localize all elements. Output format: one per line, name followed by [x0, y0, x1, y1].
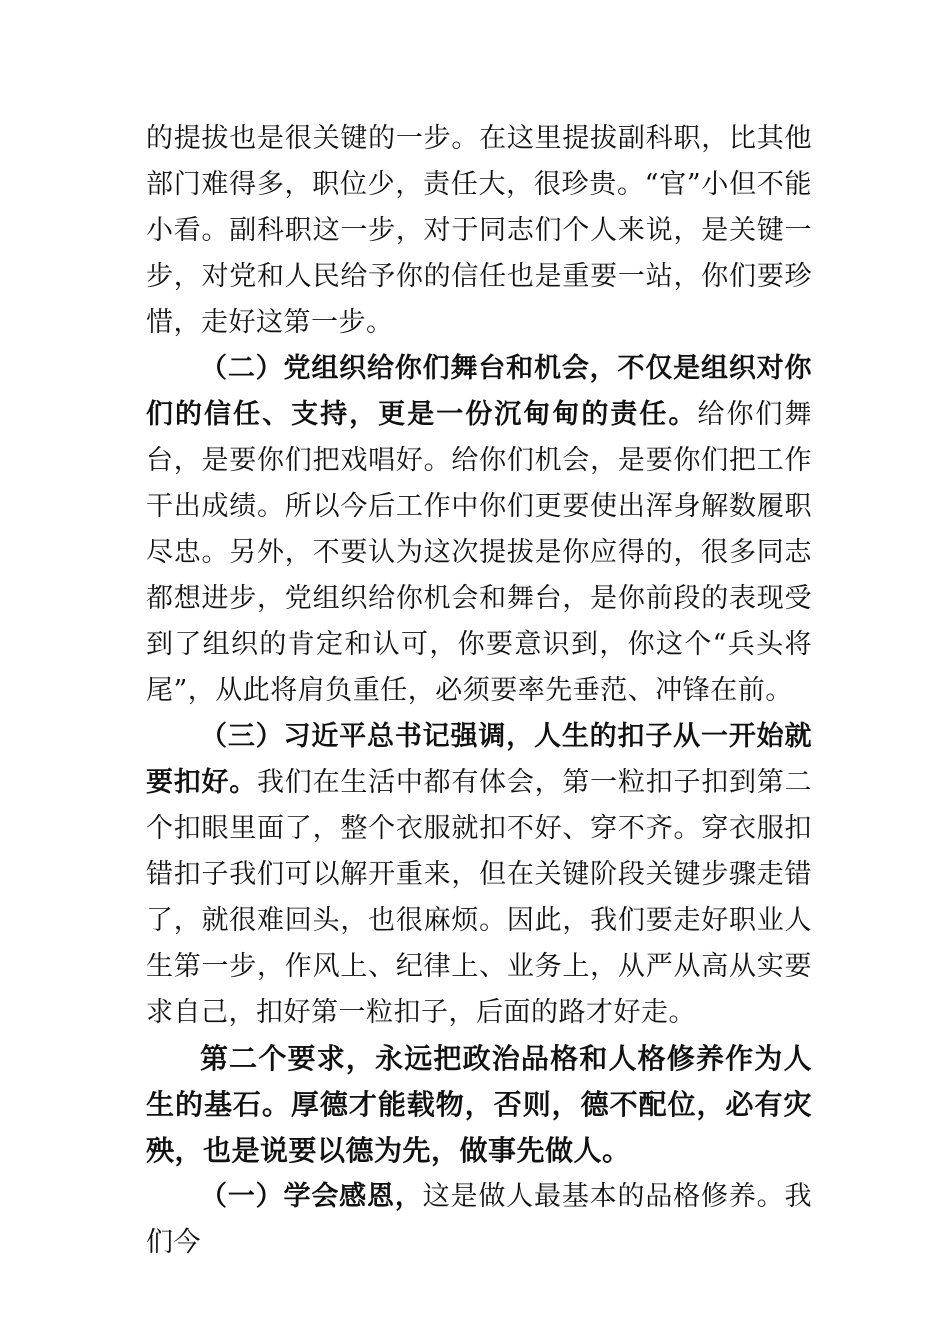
paragraph-subpoint-1: [146, 1174, 812, 1266]
subpoint-heading: （一）学会感恩，: [200, 1181, 423, 1212]
paragraph-text: 这是做人最基本的品格修养。我们今: [146, 1181, 813, 1258]
paragraph-subpoint-3: [146, 714, 812, 1036]
subpoint-heading: （二）党组织给你们舞台和机会，不仅是组织对你们的信任、支持，更是一份沉甸甸的责任。: [146, 353, 812, 430]
paragraph-text: 给你们舞台，是要你们把戏唱好。给你们机会，是要你们把工作干出成绩。所以今后工作中你们更要使出浑身解数履职尽忠。另外，不要认为这次提拔是你应得的，很多同志都想进步，党组织给你机会和舞台，是你前段的表现受到了组织的肯定和认可，你要意识到，你这个“兵头将尾”，从此将肩负重任，必须要率先垂范、冲锋在前。: [146, 399, 813, 706]
paragraph-continuation: [146, 116, 812, 346]
subpoint-heading: （三）习近平总书记强调，人生的扣子从一开始就要扣好。: [146, 721, 812, 798]
paragraph-subpoint-2: [146, 346, 812, 714]
section-heading-paragraph: [146, 1036, 812, 1174]
section-text: 第二个要求，永远把政治品格和人格修养作为人生的基石。厚德才能载物，否则，德不配位，必有灾殃，也是说要以德为先，做事先做人。: [146, 1042, 812, 1167]
paragraph-text: 的提拔也是很关键的一步。在这里提拔副科职，比其他部门难得多，职位少，责任大，很珍贵。“官”小但不能小看。副科职这一步，对于同志们个人来说，是关键一步，对党和人民给予你的信任也是重要一站，你们要珍惜，走好这第一步。: [146, 123, 812, 338]
paragraph-text: 我们在生活中都有体会，第一粒扣子扣到第二个扣眼里面了，整个衣服就扣不好、穿不齐。穿衣服扣错扣子我们可以解开重来，但在关键阶段关键步骤走错了，就很难回头，也很麻烦。因此，我们要走好职业人生第一步，作风上、纪律上、业务上，从严从高从实要求自己，扣好第一粒扣子，后面的路才好走。: [146, 767, 813, 1028]
document-body: [146, 116, 812, 1266]
